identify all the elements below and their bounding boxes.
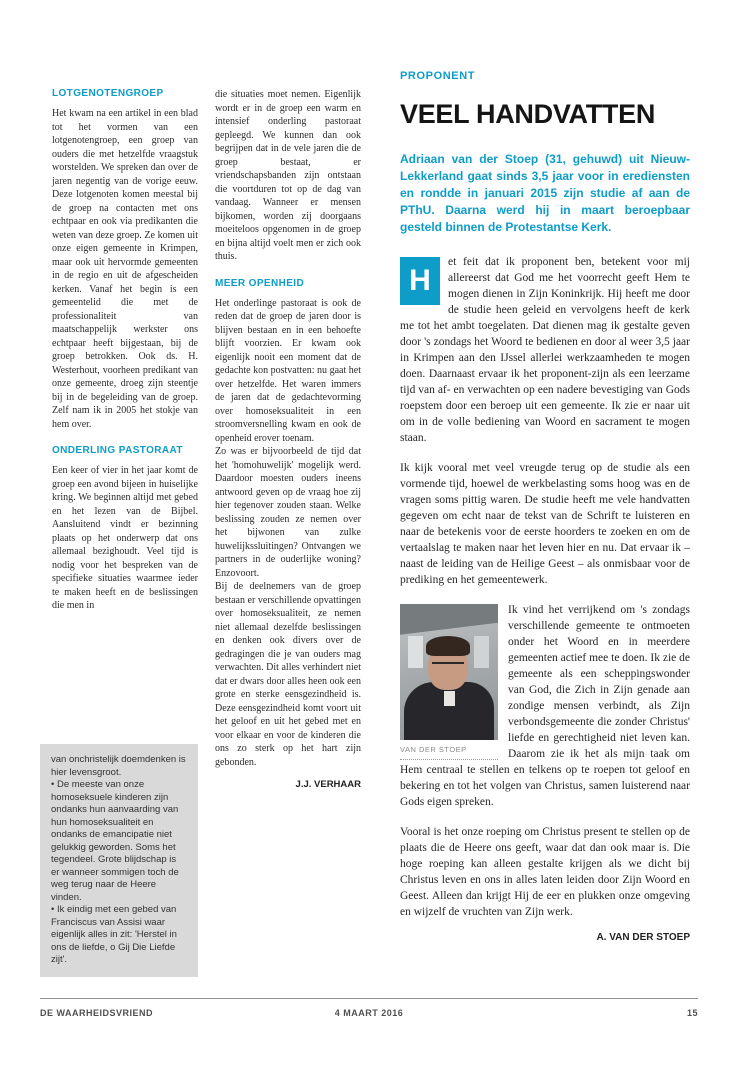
photo-building-roof — [400, 604, 498, 637]
portrait-photo-image — [400, 604, 498, 740]
section-heading-meer-openheid: MEER OPENHEID — [215, 277, 305, 289]
photo-person-hair — [426, 636, 470, 656]
article-kicker: PROPONENT — [400, 70, 476, 82]
section-heading-lotgenotengroep: LOTGENOTENGROEP — [52, 88, 164, 99]
body-paragraph: Zo was er bijvoorbeeld de tijd dat het 'homohuwelijk' mogelijk werd. Daardoor moesten ouders ineens antwoord geven op de vraag hoe zij hier tegenover zouden staan. Welke beslissing zouden ze nemen over het bijwonen van zulke huwelijkssluitingen? Ontvangen we partners in de ouderlijke woning? Enzovoort. — [215, 446, 361, 579]
article-paragraph: Ik vind het verrijkend om 's zondags verschillende gemeente te ontmoeten onder het Woord en in meerdere gemeenten actief mee te doen. Ik zie de gemeente als een scheppingswonder van God, die Zich in Zijn genade aan zondige mensen verbindt, als Zijn verbondsgemeente die zonder Christus' liefde en gerechtigheid niet leven kan. Daarom zie ik het als mijn taak om Hem centraal te stellen en telkens op te roepen tot geloof en bekering en tot het volgen van Christus, samen luisterend naar Gods eigen spreken. — [400, 604, 690, 808]
photo-caption: VAN DER STOEP — [400, 740, 498, 760]
drop-cap: H — [400, 257, 440, 305]
body-paragraph: Het kwam na een artikel in een blad tot het vormen van een lotgenotengroep, een groep van ouders die met hetzelfde vraagstuk worstelden. We spreken dan over de jaren negentig van de vorige eeuw. Deze lotgenoten komen meestal bij de groep na contacten met ons echtpaar en ook via predikanten die weten van deze groep. Ze komen uit onze eigen gemeente in Krimpen, maar ook uit hervormde gemeenten in de regio en uit de afgescheiden kerken. Vanaf het begin is een gemeentelid die met de professionaliteit van maatschappelijk werkster ons echtpaar heeft bijgestaan, bij de groep betrokken. Ook ds. H. Westerhout, voorheen predikant van onze gemeente, droeg zijn steentje bij in de begeleiding van de groep. Zelf nam ik in 2005 het stokje van hem over. — [52, 108, 198, 430]
column-middle — [215, 88, 361, 790]
section-heading-onderling-pastoraat: ONDERLING PASTORAAT — [52, 445, 183, 456]
footer-page-number: 15 — [686, 1008, 698, 1018]
column-right-article — [400, 70, 690, 943]
paragraph-text: et feit dat ik proponent ben, betekent voor mij allereerst dat God me het voorrecht geeft Hem te mogen dienen in Zijn Koninkrijk. Hij heeft me door de studie heen geleid en vervolgens heeft de kerk me tot het ambt toegelaten. Dat dienen mag ik gestalte geven door 's zondags het Woord te bedienen en door al weer 3,5 jaar in Krimpen aan den IJssel allerlei werkzaamheden te mogen doen. Daarnaast ervaar ik het proponent-zijn als een leerzame tijd van af- en verwachten op een nadere bevestiging van Gods roepstem door een beroep uit een gemeente. Ik zie er naar uit om in de volle bediening van Woord en sacrament te mogen staan. — [400, 256, 690, 444]
summary-box-bullet: • Ik eindig met een gebed van Franciscus van Assisi waar eigenlijk alles in zit: 'Herstel in ons de liefde, o Gij Die Liefde zijt'. — [51, 904, 177, 965]
body-paragraph: Een keer of vier in het jaar komt de groep een avond bijeen in huiselijke kring. We beginnen altijd met gebed en het lezen van de Bijbel. Aansluitend vindt er bezinning plaats op het onderwerp dat ons allemaal bezighoudt. Veel tijd is nodig voor het bespreken van de specifieke situaties waarmee ieder te maken heeft en de beslissingen die men in — [52, 465, 198, 611]
column-left — [52, 88, 198, 613]
photo-person-shirt — [444, 691, 455, 706]
summary-box-bullet: • De meeste van onze homoseksuele kinderen zijn ondanks hun aanvaarding van hun homoseksualiteit en ondanks de emancipatie niet gelukkig geworden. Soms het tegendeel. Grote blijdschap is er wanneer sommigen toch de weg terug naar de Heere vinden. — [51, 779, 179, 903]
author-signature-van-der-stoep: A. VAN DER STOEP — [596, 932, 690, 943]
article-paragraph: Ik kijk vooral met veel vreugde terug op de studie als een vormende tijd, hoewel de werkbelasting soms hoog was en de vragen soms pittig waren. De studie heeft me vele handvatten gegeven om echt naar de tekst van de Schrift te luisteren en naar de betekenis voor de eerste hoorders te zoeken en om de vertaalslag te maken naar het leven hier en nu. Dat ervaar ik – naast de leiding van de Heilige Geest – als onmisbaar voor de prediking en het gemeentewerk. — [400, 462, 690, 586]
body-paragraph: Het onderlinge pastoraat is ook de reden dat de groep de jaren door is blijven bestaan en in een behoefte blijft voorzien. Er kwam ook eigenlijk nooit een moment dat de gedachte kon postvatten: nu gaat het over hetzelfde. Het waren immers de jaren dat de gedachtevorming over homoseksualiteit in een stroomversnelling kwam en ook de openheid erover toenam. — [215, 297, 361, 444]
article-paragraph — [400, 254, 690, 446]
photo-building-window — [474, 636, 489, 668]
article-paragraph: Vooral is het onze roeping om Christus present te stellen op de plaats die de Heere ons geeft, waar dat dan ook maar is. Die hoge roeping kan alleen gestalte krijgen als we dicht bij Christus leven en ons in alles laten leiden door Zijn Woord en Geest. Alleen dan krijgt Hij de eer en plukken onze omgeving en wijzelf de vruchten van Zijn werk. — [400, 826, 690, 918]
footer-issue-date: 4 MAART 2016 — [334, 1008, 404, 1018]
body-paragraph: die situaties moet nemen. Eigenlijk wordt er in de groep een warm en intensief onderling pastoraat gepleegd. We kunnen dan ook begrijpen dat in de vele jaren die de groep bestaat, er vriendschapsbanden zijn ontstaan die voortduren tot op de dag van vandaag. Wanneer er mensen bijkomen, worden zij doorgaans moeiteloos opgenomen in de groep en bijna altijd voelt men er zich ook thuis. — [215, 89, 361, 262]
author-signature-verhaar: J.J. VERHAAR — [295, 779, 361, 790]
body-paragraph: Bij de deelnemers van de groep bestaan er verschillende opvattingen over homoseksualiteit, ze nemen niet allemaal dezelfde beslissingen en denken ook divers over de gedragingen die je van ouders mag verwachten. Dit alles verhindert niet dat er dwars door alles heen ook een grote en sterke eensgezindheid is. Deze eensgezindheid komt voort uit het geloof en uit het gebed met en voor elkaar en voor de kinderen die ons zo sterk op het hart zijn gebonden. — [215, 581, 361, 768]
article-title: VEEL HANDVATTEN — [400, 99, 656, 129]
page-footer — [40, 998, 698, 1018]
summary-box-text: van onchristelijk doemdenken is hier levensgroot. — [51, 754, 186, 778]
article-intro: Adriaan van der Stoep (31, gehuwd) uit Nieuw-Lekkerland gaat sinds 3,5 jaar voor in erediensten en rondde in januari 2015 zijn studie af aan de PThU. Daarna werd hij in maart beroepbaar gesteld binnen de Protestantse Kerk. — [400, 152, 690, 234]
photo-person-glasses — [432, 662, 464, 670]
photo-building-window — [408, 636, 423, 668]
portrait-photo — [400, 604, 498, 760]
summary-box — [40, 744, 198, 977]
footer-publication-name: DE WAARHEIDSVRIEND — [40, 1008, 154, 1018]
